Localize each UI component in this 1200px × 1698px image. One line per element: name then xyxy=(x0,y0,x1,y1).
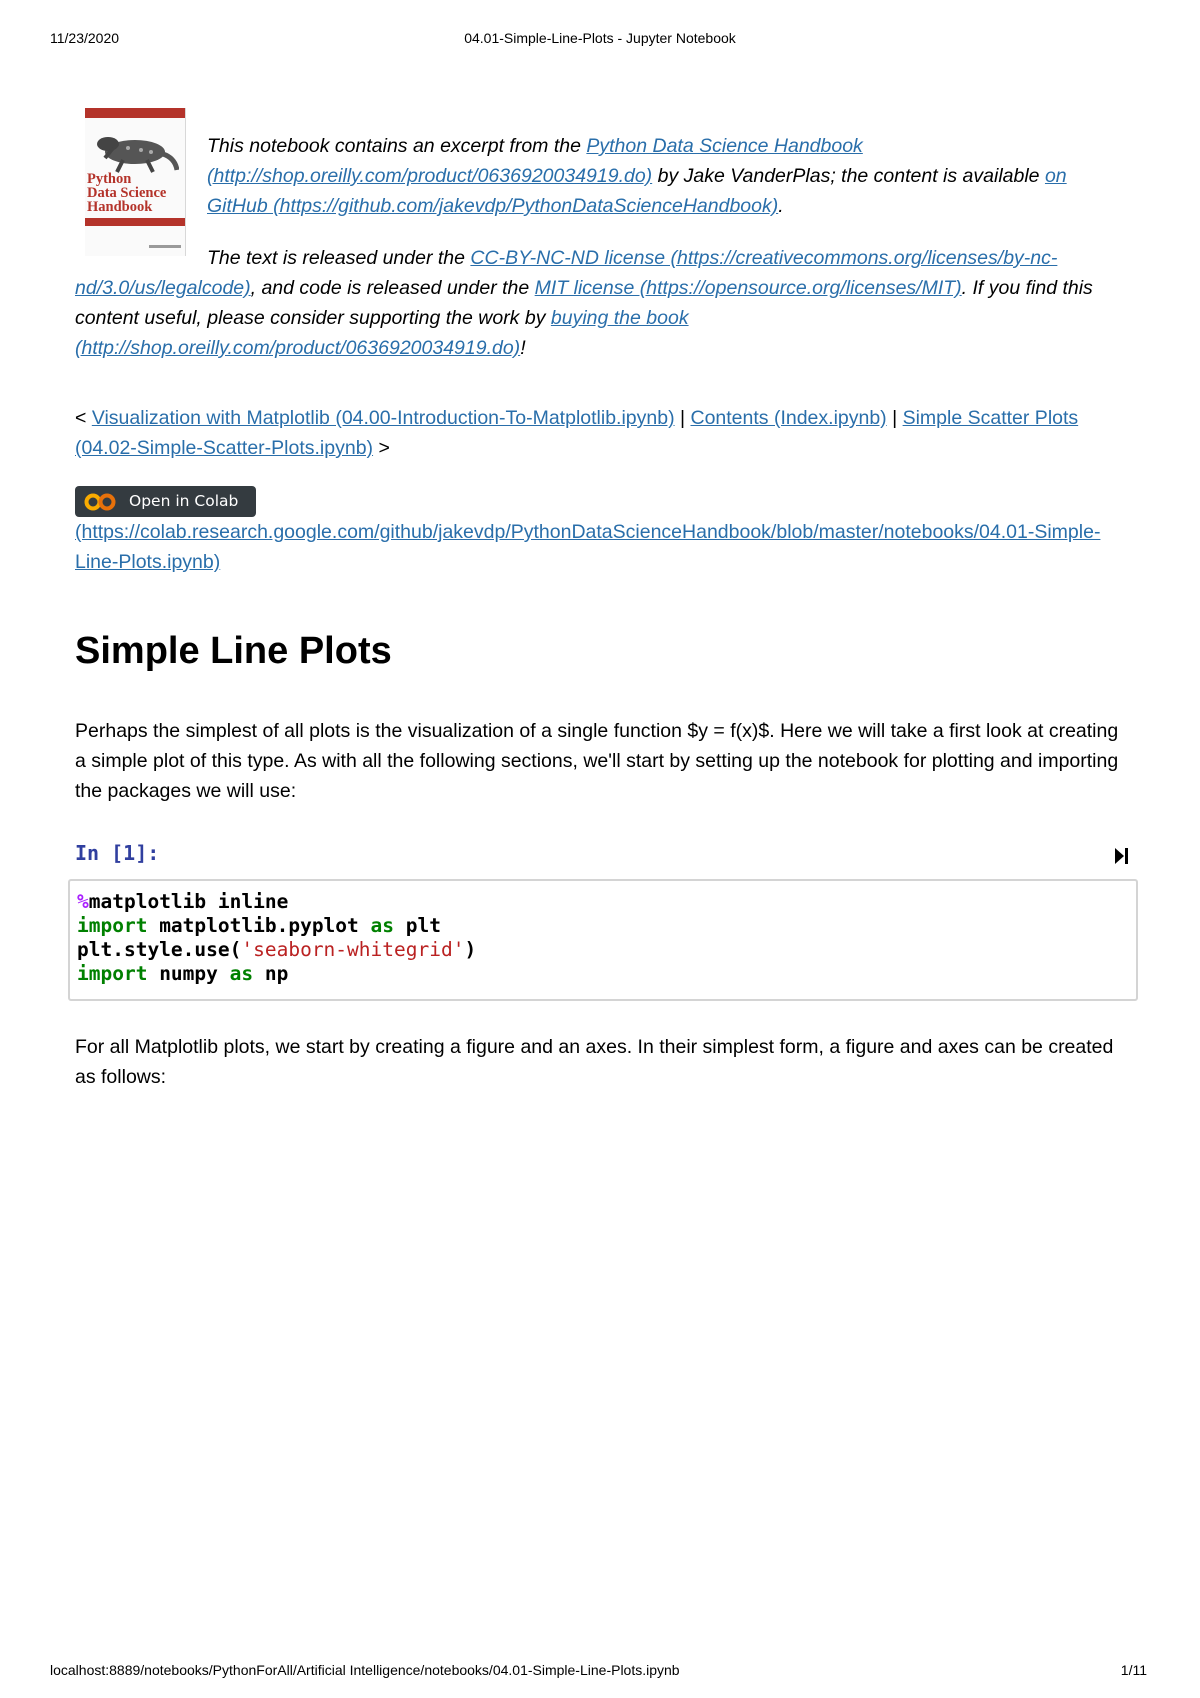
code-magic: % xyxy=(77,890,89,913)
intro-paragraph-2 xyxy=(75,243,1125,363)
colab-button-label: Open in Colab xyxy=(129,492,239,510)
code-text: plt.style.use( xyxy=(77,938,242,961)
code-line-3 xyxy=(77,938,476,961)
contents-link[interactable]: Contents (Index.ipynb) xyxy=(690,407,887,429)
code-string: 'seaborn-whitegrid' xyxy=(241,938,465,961)
intro-text: ! xyxy=(520,337,526,359)
cover-top-band xyxy=(85,108,185,118)
nav-separator: | xyxy=(674,407,691,429)
code-text: plt xyxy=(394,914,441,937)
cover-title: Python Data Science Handbook xyxy=(87,171,167,215)
open-in-colab-button[interactable] xyxy=(75,486,256,517)
intro-text: . If you find this content useful, please consider supporting the work by xyxy=(75,277,1093,329)
nav-text: < xyxy=(75,407,92,429)
code-text: numpy xyxy=(147,962,230,985)
intro-text: by Jake VanderPlas; the content is available xyxy=(652,165,1045,187)
github-link[interactable]: on GitHub (https://github.com/jakevdp/PythonDataScienceHandbook) xyxy=(207,165,1067,217)
code-keyword: import xyxy=(77,914,148,937)
nav-separator: | xyxy=(886,407,903,429)
code-keyword: as xyxy=(229,962,254,985)
nav-text: > xyxy=(373,437,390,459)
code-keyword: import xyxy=(77,962,148,985)
print-page-number: 1/11 xyxy=(1120,1662,1147,1678)
run-cell-icon[interactable] xyxy=(1115,848,1129,864)
book-link[interactable]: Python Data Science Handbook (http://shop.oreilly.com/product/0636920034919.do) xyxy=(207,135,863,187)
colab-url-link[interactable]: (https://colab.research.google.com/github/jakevdp/PythonDataScienceHandbook/blob/master/notebooks/04.01-Simple-Line-Plots.ipynb) xyxy=(75,521,1101,573)
intro-paragraph-1 xyxy=(207,131,1125,221)
cc-license-link[interactable]: CC-BY-NC-ND license (https://creativecommons.org/licenses/by-nc-nd/3.0/us/legalcode) xyxy=(75,247,1058,299)
intro-description-paragraph: Perhaps the simplest of all plots is the visualization of a single function $y = f(x)$. Here we will take a first look at creating a simple plot of this type. As with all the following sections, we'll start by setting up the notebook for plotting and importing the packages we will use: xyxy=(75,720,1119,802)
colab-url-block xyxy=(75,517,1135,577)
print-url: localhost:8889/notebooks/PythonForAll/Artificial Intelligence/notebooks/04.01-Simple-Line-Plots.ipynb xyxy=(50,1662,680,1678)
mit-license-link[interactable]: MIT license (https://opensource.org/licenses/MIT) xyxy=(534,277,962,299)
code-text: ) xyxy=(464,938,477,961)
print-date: 11/23/2020 xyxy=(50,30,120,46)
notebook-navigation xyxy=(75,403,1125,463)
figure-axes-paragraph: For all Matplotlib plots, we start by creating a figure and an axes. In their simplest form, a figure and axes can be created as follows: xyxy=(75,1036,1114,1088)
intro-text: , and code is released under the xyxy=(250,277,535,299)
code-cell-editor[interactable] xyxy=(68,879,1138,1001)
code-text: np xyxy=(253,962,289,985)
print-title: 04.01-Simple-Line-Plots - Jupyter Notebook xyxy=(464,30,736,46)
code-text: matplotlib inline xyxy=(88,890,289,913)
intro-block xyxy=(75,131,1125,363)
code-text: matplotlib.pyplot xyxy=(147,914,371,937)
prev-notebook-link[interactable]: Visualization with Matplotlib (04.00-Introduction-To-Matplotlib.ipynb) xyxy=(91,407,675,429)
page-heading: Simple Line Plots xyxy=(75,630,392,672)
code-keyword: as xyxy=(370,914,394,937)
cell-prompt: In [1]: xyxy=(75,841,160,865)
intro-text: The text is released under the xyxy=(207,247,471,269)
code-line-4 xyxy=(77,962,288,985)
colab-logo-icon xyxy=(84,493,116,511)
intro-text: This notebook contains an excerpt from the xyxy=(207,135,587,157)
buy-book-link[interactable]: buying the book (http://shop.oreilly.com/product/0636920034919.do) xyxy=(75,307,689,359)
code-line-2 xyxy=(77,914,441,937)
intro-text: . xyxy=(778,195,784,217)
code-line-1 xyxy=(77,890,288,913)
next-notebook-link[interactable]: Simple Scatter Plots (04.02-Simple-Scatter-Plots.ipynb) xyxy=(75,407,1079,459)
